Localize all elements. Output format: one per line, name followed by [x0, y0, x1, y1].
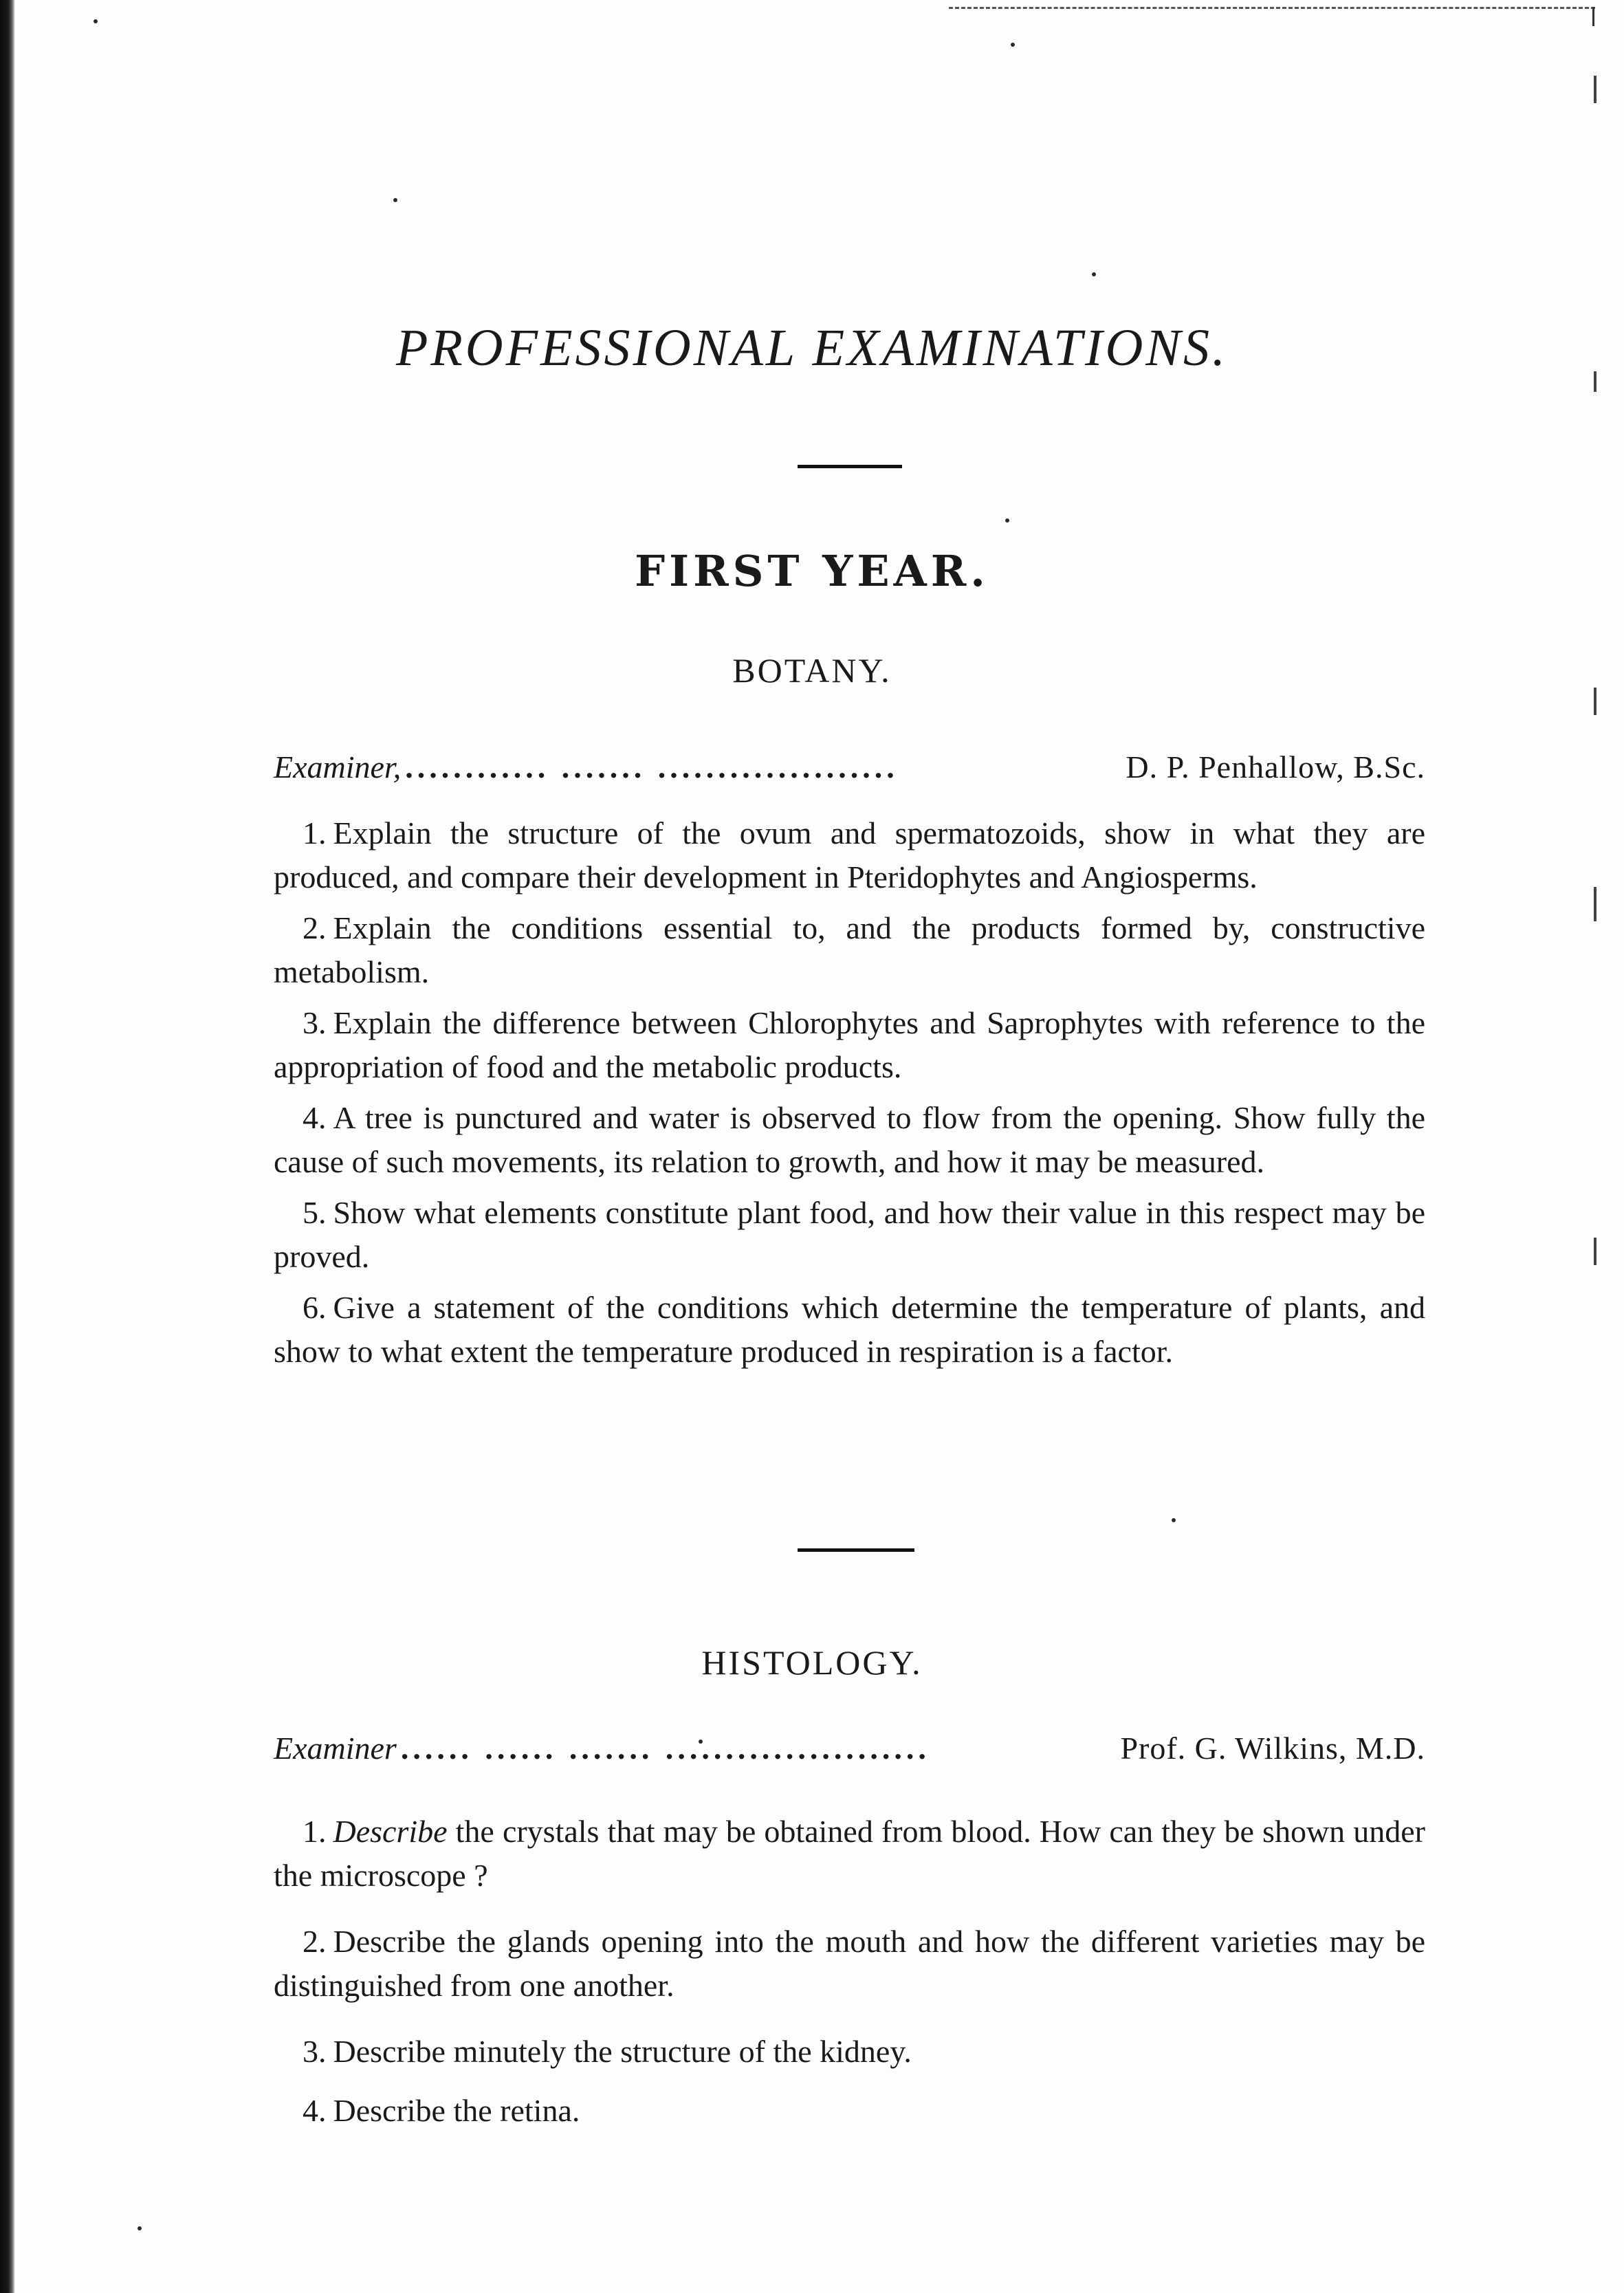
examiner-line-botany [274, 751, 1425, 783]
question-item [274, 1286, 1425, 1374]
question-item [274, 1920, 1425, 2008]
question-item [274, 1191, 1425, 1279]
question-text: the crystals that may be obtained from blood. How can they be shown under the microscope ? [274, 1814, 1425, 1893]
question-text: Describe minutely the structure of the kidney. [333, 2034, 912, 2069]
question-list-histology [274, 1810, 1425, 2133]
top-border-corner [1592, 7, 1594, 26]
question-item [274, 1810, 1425, 1898]
question-number: 3. [303, 1005, 327, 1040]
scan-edge-mark [1594, 688, 1596, 715]
question-text: Describe the glands opening into the mouth and how the different varieties may be distinguished from one another. [274, 1924, 1425, 2003]
question-number: 1. [303, 815, 327, 851]
dot-leader: ...... ...... ....... ...................... [400, 1733, 930, 1764]
scan-edge-mark [1594, 371, 1596, 392]
question-number: 4. [303, 1100, 327, 1135]
question-number: 5. [303, 1195, 327, 1230]
scan-speck [94, 19, 98, 23]
section-divider [798, 1548, 914, 1552]
scan-speck [1172, 1518, 1176, 1522]
question-text: Explain the structure of the ovum and spermatozoids, show in what they are produced, and compare their development in Pteridophytes and Angiosperms. [274, 815, 1425, 895]
examiner-name: D. P. Penhallow, B.Sc. [1126, 749, 1425, 785]
title-divider [798, 465, 902, 468]
question-number: 4. [303, 2093, 327, 2128]
examiner-label: Examiner, [274, 749, 402, 785]
question-number: 2. [303, 1924, 327, 1959]
question-item [274, 2030, 1425, 2074]
section-heading-botany: BOTANY. [732, 651, 892, 690]
question-text: Explain the conditions essential to, and the products formed by, constructive metabolism. [274, 910, 1425, 989]
page-title: PROFESSIONAL EXAMINATIONS. [395, 319, 1229, 377]
scan-speck [393, 198, 397, 202]
question-item [274, 1096, 1425, 1184]
question-number: 3. [303, 2034, 327, 2069]
question-number: 1. [303, 1814, 327, 1849]
scan-speck [138, 2226, 142, 2230]
question-text: A tree is punctured and water is observed to flow from the opening. Show fully the cause of such movements, its relation to growth, and how it may be measured. [274, 1100, 1425, 1179]
scan-edge-mark [1594, 1238, 1596, 1265]
question-text: Describe the retina. [333, 2093, 580, 2128]
examiner-name: Prof. G. Wilkins, M.D. [1120, 1731, 1425, 1766]
examiner-line-histology [274, 1733, 1425, 1764]
question-text: Explain the difference between Chlorophytes and Saprophytes with reference to the appropriation of food and the metabolic products. [274, 1005, 1425, 1084]
question-text: Give a statement of the conditions which determine the temperature of plants, and show to what extent the temperature produced in respiration is a factor. [274, 1290, 1425, 1369]
scan-edge-mark [1594, 76, 1596, 103]
question-number: 2. [303, 910, 327, 945]
question-emphasis: Describe [333, 1814, 448, 1849]
year-heading: FIRST YEAR. [635, 546, 989, 596]
question-text: Show what elements constitute plant food, and how their value in this respect may be proved. [274, 1195, 1425, 1274]
question-list-botany [274, 811, 1425, 1374]
top-border-rule [949, 7, 1595, 9]
examiner-label: Examiner [274, 1731, 397, 1766]
scan-speck [1005, 518, 1009, 523]
question-number: 6. [303, 1290, 327, 1325]
scan-speck [1092, 272, 1096, 276]
section-heading-histology: HISTOLOGY. [701, 1643, 923, 1682]
scan-speck [1011, 43, 1015, 47]
question-item [274, 2089, 1425, 2133]
scan-edge-mark [1594, 887, 1596, 921]
question-item [274, 1001, 1425, 1089]
dot-leader: ............ ....... .................... [405, 751, 899, 783]
question-item [274, 906, 1425, 994]
question-item [274, 811, 1425, 899]
